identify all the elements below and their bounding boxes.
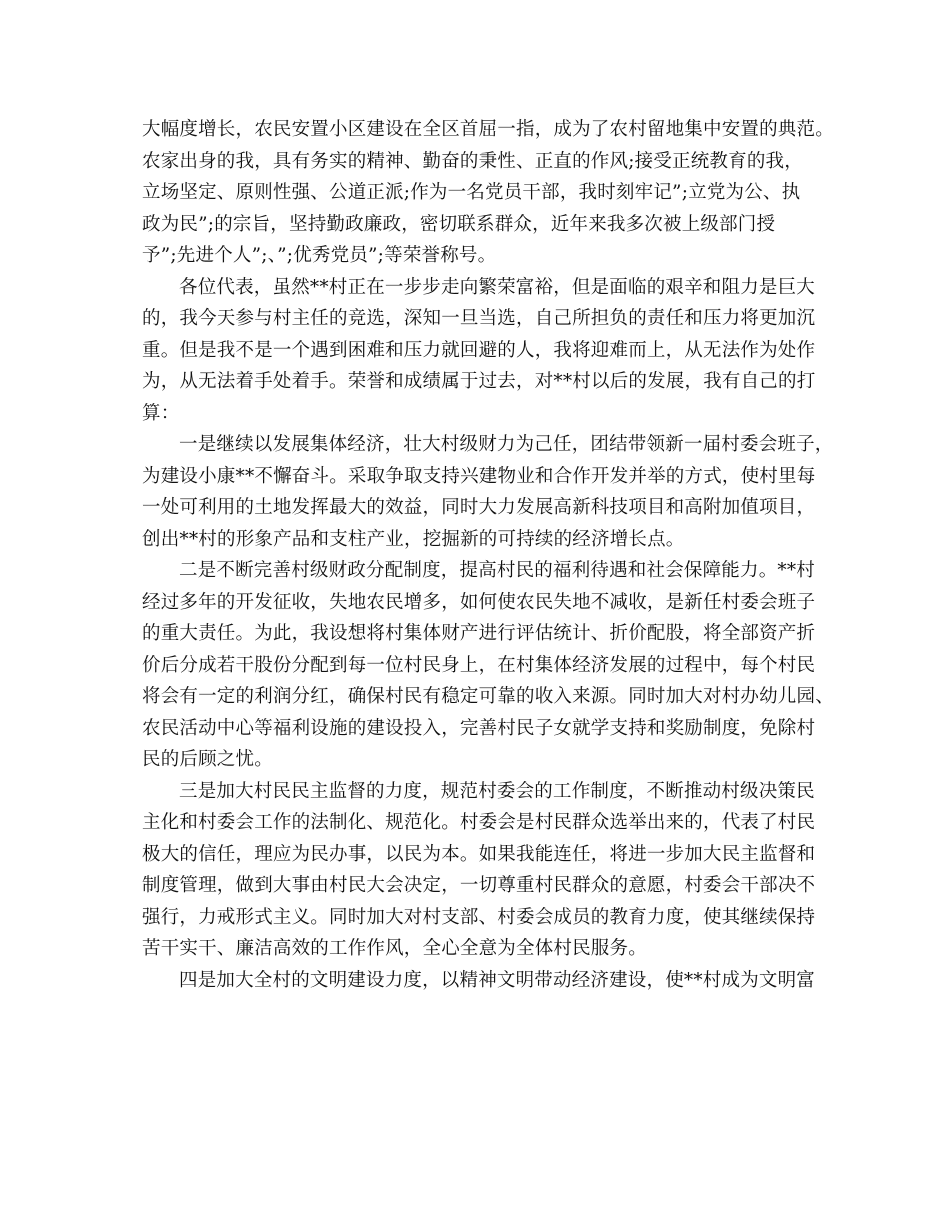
text-line: 经过多年的开发征收，失地农民增多，如何使农民失地不减收，是新任村委会班子 [142, 591, 816, 613]
text-line: 主化和村委会工作的法制化、规范化。村委会是村民群众选举出来的，代表了村民 [142, 812, 816, 833]
text-line: 农民活动中心等福利设施的建设投入，完善村民子女就学支持和奖励制度，免除村 [142, 717, 816, 739]
text-line: 制度管理，做到大事由村民大会决定，一切尊重村民群众的意愿，村委会干部决不 [142, 875, 816, 896]
text-line: 为建设小康**不懈奋斗。采取争取支持兴建物业和合作开发并举的方式，使村里每 [142, 465, 816, 487]
text-line: 极大的信任，理应为民办事，以民为本。如果我能连任，将进一步加大民主监督和 [142, 843, 816, 865]
paragraph-first-line: 一是继续以发展集体经济，壮大村级财力为己任，团结带领新一届村委会班子， [179, 434, 834, 455]
text-line: 将会有一定的利润分红，确保村民有稳定可靠的收入来源。同时加大对村办幼儿园、 [142, 686, 834, 707]
text-line: 立场坚定、原则性强、公道正派;作为一名党员干部，我时刻牢记”;立党为公、执 [142, 182, 801, 203]
text-line: 苦干实干、廉洁高效的工作作风，全心全意为全体村民服务。 [142, 938, 647, 959]
text-line: 价后分成若干股份分配到每一位村民身上，在村集体经济发展的过程中，每个村民 [142, 654, 816, 676]
text-line: 大幅度增长，农民安置小区建设在全区首屈一指，成为了农村留地集中安置的典范。 [142, 119, 834, 140]
text-line: 重。但是我不是一个遇到困难和压力就回避的人，我将迎难而上，从无法作为处作 [142, 339, 816, 361]
paragraph-first-line: 三是加大村民民主监督的力度，规范村委会的工作制度，不断推动村级决策民 [179, 780, 815, 802]
text-line: 予”;先进个人”;、”;优秀党员”;等荣誉称号。 [142, 245, 497, 266]
text-line: 政为民”;的宗旨，坚持勤政廉政，密切联系群众，近年来我多次被上级部门授 [142, 213, 776, 235]
text-line: 算： [142, 402, 180, 424]
text-line: 农家出身的我，具有务实的精神、勤奋的秉性、正直的作风;接受正统教育的我， [142, 150, 803, 172]
text-line: 创出**村的形象产品和支柱产业，挖掘新的可持续的经济增长点。 [142, 528, 685, 550]
text-line: 一处可利用的土地发挥最大的效益，同时大力发展高新科技项目和高附加值项目， [142, 497, 816, 518]
text-line: 民的后顾之忧。 [142, 749, 273, 770]
document-body [142, 114, 834, 996]
text-line: 强行，力戒形式主义。同时加大对村支部、村委会成员的教育力度，使其继续保持 [142, 906, 816, 928]
paragraph-first-line: 二是不断完善村级财政分配制度，提高村民的福利待遇和社会保障能力。**村 [179, 560, 816, 581]
paragraph-first-line: 四是加大全村的文明建设力度，以精神文明带动经济建设，使**村成为文明富 [179, 969, 816, 991]
paragraph-first-line: 各位代表，虽然**村正在一步步走向繁荣富裕，但是面临的艰辛和阻力是巨大 [179, 276, 816, 298]
text-line: 为，从无法着手处着手。荣誉和成绩属于过去，对**村以后的发展，我有自己的打 [142, 371, 816, 392]
text-line: 的，我今天参与村主任的竞选，深知一旦当选，自己所担负的责任和压力将更加沉 [142, 308, 816, 329]
text-line: 的重大责任。为此，我设想将村集体财产进行评估统计、折价配股，将全部资产折 [142, 623, 816, 644]
